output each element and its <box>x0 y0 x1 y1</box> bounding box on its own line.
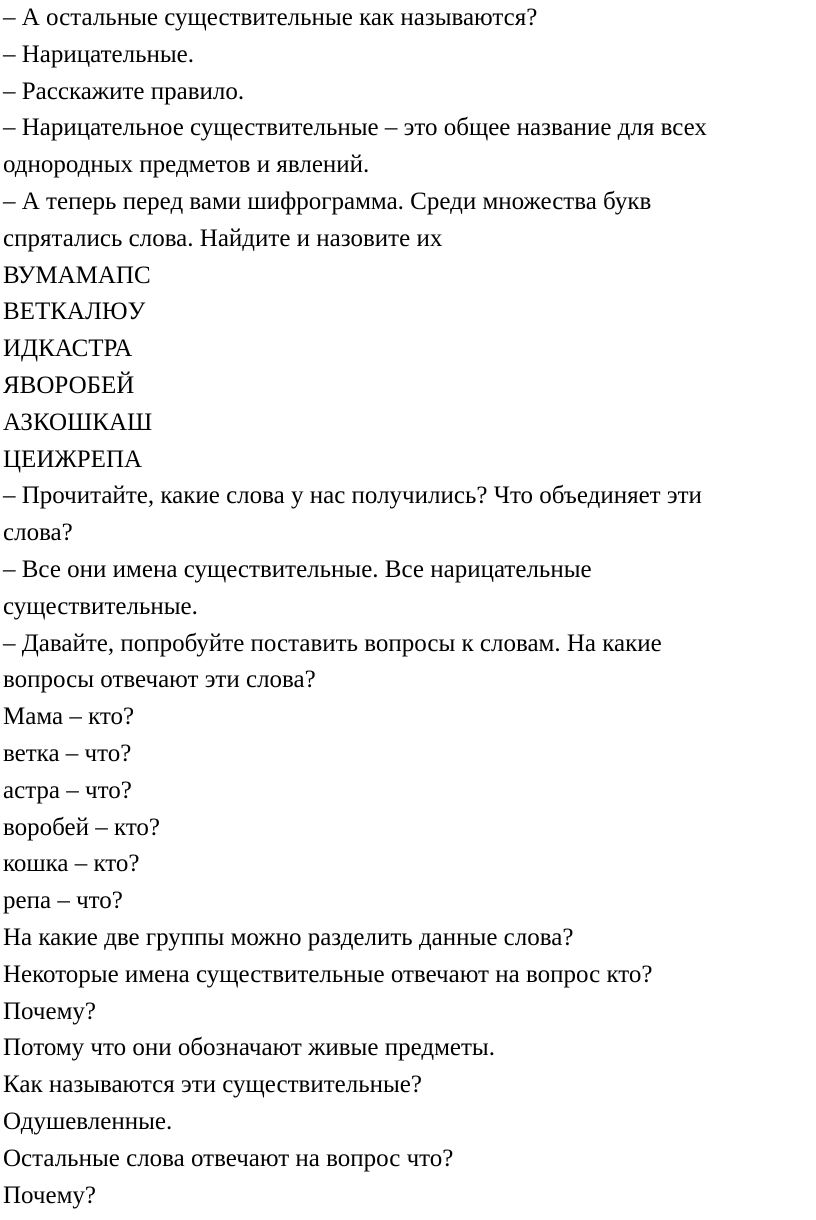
text-line-two-groups: На какие две группы можно разделить данные слова? <box>3 923 574 951</box>
text-line-why-2: Почему? <box>3 1181 96 1209</box>
text-line-all-nouns-cont: существительные. <box>3 592 198 620</box>
text-line-living-objects: Потому что они обозначают живые предметы. <box>3 1034 495 1062</box>
text-line-rule-definition: – Нарицательное существительные – это общее название для всех <box>3 114 707 142</box>
text-line-read-words-cont: слова? <box>3 519 73 547</box>
word-question-item: воробей – кто? <box>3 813 161 841</box>
text-line-what-called: Как называются эти существительные? <box>3 1071 422 1099</box>
text-line-answer-common: – Нарицательные. <box>3 40 195 68</box>
text-line-cipher-intro: – А теперь перед вами шифрограмма. Среди множества букв <box>3 187 652 215</box>
cipher-row: ВУМАМАПС <box>3 261 151 289</box>
cipher-row: ВЕТКАЛЮУ <box>3 298 146 326</box>
text-line-read-words: – Прочитайте, какие слова у нас получились? Что объединяет эти <box>3 482 702 510</box>
text-line-question-common-nouns: – А остальные существительные как называются? <box>3 4 538 31</box>
word-question-item: репа – что? <box>3 887 123 915</box>
word-question-item: ветка – что? <box>3 739 132 767</box>
text-line-what-question: Остальные слова отвечают на вопрос что? <box>3 1144 454 1172</box>
cipher-row: АЗКОШКАШ <box>3 408 153 436</box>
cipher-row: ЯВОРОБЕЙ <box>3 371 135 399</box>
cipher-row: ИДКАСТРА <box>3 335 133 363</box>
text-line-cipher-intro-cont: спрятались слова. Найдите и назовите их <box>3 224 443 252</box>
cipher-row: ЦЕИЖРЕПА <box>3 445 143 473</box>
text-line-animate: Одушевленные. <box>3 1107 173 1135</box>
word-question-item: Мама – кто? <box>3 703 135 731</box>
text-line-ask-questions-cont: вопросы отвечают эти слова? <box>3 666 316 694</box>
word-question-item: кошка – кто? <box>3 850 140 878</box>
text-line-rule-definition-cont: однородных предметов и явлений. <box>3 151 370 179</box>
text-line-all-nouns: – Все они имена существительные. Все нарицательные <box>3 555 592 583</box>
text-line-why: Почему? <box>3 997 96 1025</box>
text-line-tell-rule: – Расскажите правило. <box>3 77 245 105</box>
word-question-item: астра – что? <box>3 776 132 804</box>
text-line-who-question: Некоторые имена существительные отвечают на вопрос кто? <box>3 960 653 988</box>
text-line-ask-questions: – Давайте, попробуйте поставить вопросы к словам. На какие <box>3 629 662 657</box>
